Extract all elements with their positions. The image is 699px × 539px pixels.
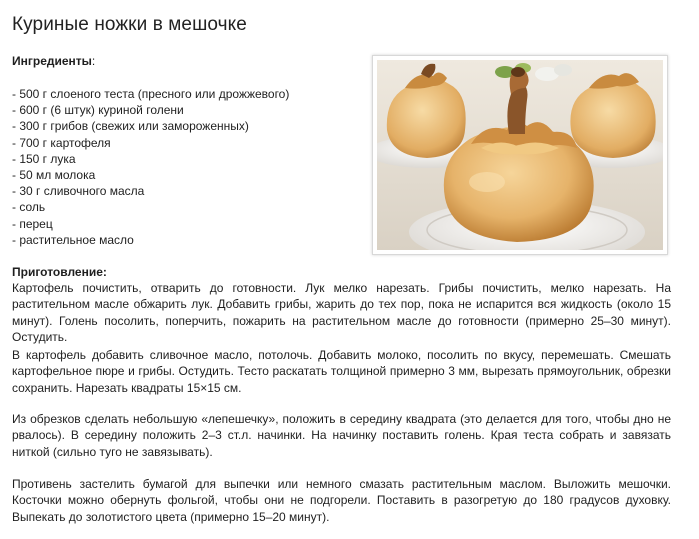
preparation-paragraph: Противень застелить бумагой для выпечки или немного смазать растительным маслом. Выложить мешочки. Косточки можно обернуть фольгой, чтобы они не подгорели. Поставить в разогретую до 180 градусов духовку. Выпекать до золотистого цвета (примерно 15–20 минут).	[12, 477, 671, 524]
ingredient-item: - соль	[12, 200, 46, 215]
recipe-photo-frame	[372, 55, 668, 255]
ingredient-item: - 700 г картофеля	[12, 135, 111, 150]
preparation-paragraph: Картофель почистить, отварить до готовности. Лук мелко нарезать. Грибы почистить, мелко нарезать. На растительном масле обжарить лук. Добавить грибы, жарить до тех пор, пока не испарится вся жидкость (около 15 минут). Голень посолить, поперчить, пожарить на растительном масле до готовности (примерно 25–30 минут). Остудить.	[12, 281, 671, 344]
ingredient-item: - 150 г лука	[12, 151, 76, 166]
ingredient-item: - 600 г (6 штук) куриной голени	[12, 103, 184, 118]
ingredient-item: - растительное масло	[12, 232, 134, 247]
ingredient-item: - 300 г грибов (свежих или замороженных)	[12, 119, 249, 134]
ingredient-item: - 500 г слоеного теста (пресного или дрожжевого)	[12, 87, 290, 101]
ingredient-item: - 30 г сливочного масла	[12, 184, 145, 199]
ingredients-heading	[12, 54, 95, 68]
page-title: Куриные ножки в мешочке	[12, 14, 247, 35]
ingredient-item: - перец	[12, 216, 53, 231]
preparation-paragraph: В картофель добавить сливочное масло, потолочь. Добавить молоко, посолить по вкусу, перемешать. Смешать картофельное пюре и грибы. Остудить. Тесто раскатать толщиной примерно 3 мм, вырезать прямоугольник, обрезки сохранить. Нарезать квадраты 15×15 см.	[12, 348, 671, 395]
preparation-heading: Приготовление:	[12, 265, 107, 279]
ingredients-heading-label: Ингредиенты	[12, 54, 92, 68]
dumpling-pouch-photo	[377, 60, 663, 250]
preparation-paragraph: Из обрезков сделать небольшую «лепешечку», положить в середину квадрата (это делается для того, чтобы дно не рвалось). В середину положить 2–3 ст.л. начинки. На начинку поставить голень. Края теста собрать и завязать ниткой (сильно туго не завязывать).	[12, 412, 671, 459]
ingredient-item: - 50 мл молока	[12, 168, 96, 183]
ingredients-heading-colon: :	[91, 54, 96, 68]
ingredients-list	[12, 86, 289, 248]
